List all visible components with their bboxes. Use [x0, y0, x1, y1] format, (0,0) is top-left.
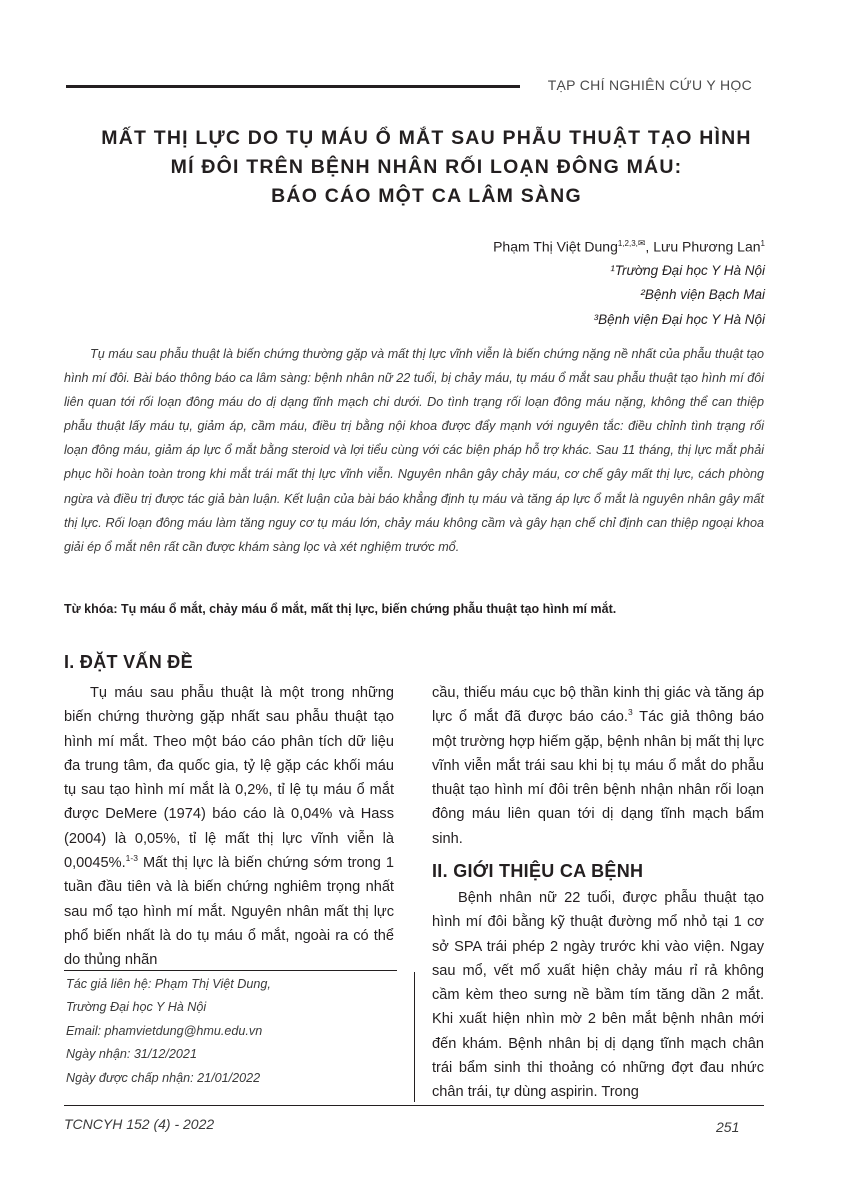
corr-line: Trường Đại học Y Hà Nội: [66, 1000, 207, 1015]
article-title: [60, 124, 793, 211]
right-column: [432, 681, 764, 851]
author-name: Lưu Phương Lan: [653, 238, 761, 255]
paragraph-text: Mất thị lực là biến chứng sớm trong 1 tuần đầu tiên và là biến chứng nghiêm trọng nhất sau mổ tạo hình mí mắt. Nguyên nhân mất thị lực phổ biến nhất là do tụ máu ổ mắt, ngoài ra có thể do thủng nhãn: [64, 855, 394, 969]
title-line: MẤT THỊ LỰC DO TỤ MÁU Ổ MẮT SAU PHẪU THUẬT TẠO HÌNH: [101, 127, 752, 149]
author-affil-sup: 1,2,3,: [617, 239, 638, 248]
author-separator: ,: [645, 238, 654, 255]
title-line: MÍ ĐÔI TRÊN BỆNH NHÂN RỐI LOẠN ĐÔNG MÁU:: [170, 156, 683, 178]
correspondence-rule: [64, 970, 397, 971]
citation-ref: 3: [627, 707, 633, 718]
page-number: 251: [716, 1119, 740, 1135]
corr-line: Ngày được chấp nhận: 21/01/2022: [66, 1070, 261, 1085]
paragraph: [64, 681, 394, 973]
paragraph-text: Tụ máu sau phẫu thuật là một trong những biến chứng thường gặp nhất sau phẫu thuật tạo hình mí mắt. Theo một báo cáo phân tích dữ liệu đa trung tâm, đa quốc gia, tỷ lệ gặp các khối máu tụ sau tạo hình mí mắt là 0,2%, tỉ lệ tụ máu ổ mắt được DeMere (1974) báo cáo là 0,04% và Hass (2004) là 0,05%, tỉ lệ mất thị lực vĩnh viễn là 0,0045%.: [64, 685, 394, 872]
corr-line: Ngày nhận: 31/12/2021: [66, 1047, 197, 1062]
case-column: [432, 886, 764, 1105]
abstract: Tụ máu sau phẫu thuật là biến chứng thường gặp và mất thị lực vĩnh viễn là biến chứng nặng nề nhất của phẫu thuật tạo hình mí đôi. Bài báo thông báo ca lâm sàng: bệnh nhân nữ 22 tuổi, bị chảy máu, tụ máu ổ mắt sau phẫu thuật tạo hình mí đôi liên quan tới rối loạn đông máu do dị dạng tĩnh mạch chi dưới. Do tình trạng rối loạn đông máu nặng, không thể can thiệp phẫu thuật lấy máu tụ, giảm áp, cầm máu, điều trị bằng nội khoa được đẩy mạnh với nguyên tắc: điều chỉnh tình trạng rối loạn đông máu, giảm áp lực ổ mắt bằng steroid và lợi tiểu cùng với các biện pháp hỗ trợ khác. Sau 11 tháng, thị lực mắt phải phục hồi hoàn toàn trong khi mắt trái mất thị lực vĩnh viễn. Nguyên nhân gây chảy máu, cơ chế gây mất thị lực, cách phòng ngừa và điều trị được tác giả bàn luận. Kết luận của bài báo khẳng định tụ máu và tăng áp lực ổ mắt là nguyên nhân gây mất thị lực. Rối loạn đông máu làm tăng nguy cơ tụ máu lớn, chảy máu không cầm và gây hạn chế chỉ định can thiệp ngoại khoa giải ép ổ mắt nên rất cần được khám sàng lọc và xét nghiệm trước mổ.: [64, 347, 764, 554]
citation-ref: 1-3: [125, 853, 138, 864]
author-names: [493, 231, 765, 259]
author-name: Phạm Thị Việt Dung: [493, 238, 618, 255]
corr-line: Tác giả liên hệ: Phạm Thị Việt Dung,: [66, 977, 271, 991]
section-heading-intro: I. ĐẶT VẤN ĐỀ: [64, 652, 193, 672]
footer-rule: [64, 1105, 764, 1106]
footer-journal-issue: TCNCYH 152 (4) - 2022: [64, 1116, 215, 1132]
paragraph: [432, 681, 764, 851]
affiliation: ¹Trường Đại học Y Hà Nội: [610, 262, 765, 278]
keywords: Từ khóa: Tụ máu ổ mắt, chảy máu ổ mắt, mất thị lực, biến chứng phẫu thuật tạo hình mí mắt.: [64, 602, 617, 616]
paragraph-text: cầu, thiếu máu cục bộ thần kinh thị giác và tăng áp lực ổ mắt đã được báo cáo.: [432, 685, 764, 726]
affiliation: ³Bệnh viện Đại học Y Hà Nội: [593, 311, 765, 327]
column-divider: [414, 972, 415, 1102]
author-affil-sup: 1: [760, 239, 765, 248]
section-heading-case: II. GIỚI THIỆU CA BỆNH: [432, 861, 644, 881]
corr-line: Email: phamvietdung@hmu.edu.vn: [66, 1023, 263, 1038]
left-column: [64, 681, 394, 973]
mail-icon: ✉: [637, 238, 646, 248]
journal-header: TẠP CHÍ NGHIÊN CỨU Y HỌC: [520, 74, 752, 96]
paragraph: Bệnh nhân nữ 22 tuổi, được phẫu thuật tạo hình mí đôi bằng kỹ thuật đường mổ nhỏ tại 1 cơ sở SPA trái phép 2 ngày trước khi vào viện. Ngay sau mổ, vết mổ xuất hiện chảy máu rỉ rả không cầm kèm theo sưng nề bầm tím tăng dần 2 mắt. Khi xuất hiện nhìn mờ 2 bên mắt bệnh nhân mới đến khám. Bệnh nhân bị dị dạng tĩnh mạch chân trái bẩm sinh thi thoảng có những đợt đau nhức chân trái, tự dùng aspirin. Trong: [432, 890, 764, 1101]
affiliation: ²Bệnh viện Bạch Mai: [640, 287, 765, 303]
paragraph-text: Tác giả thông báo một trường hợp hiếm gặp, bệnh nhân bị mất thị lực vĩnh viễn mắt trái sau khi bị tụ máu ổ mắt do phẫu thuật tạo hình mí đôi trên bệnh nhận nhân rối loạn đông máu liên quan tới dị dạng tĩnh mạch bẩm sinh.: [432, 709, 764, 847]
author-block: [493, 231, 765, 332]
correspondence-box: [66, 973, 396, 1090]
title-line: BÁO CÁO MỘT CA LÂM SÀNG: [271, 185, 582, 207]
